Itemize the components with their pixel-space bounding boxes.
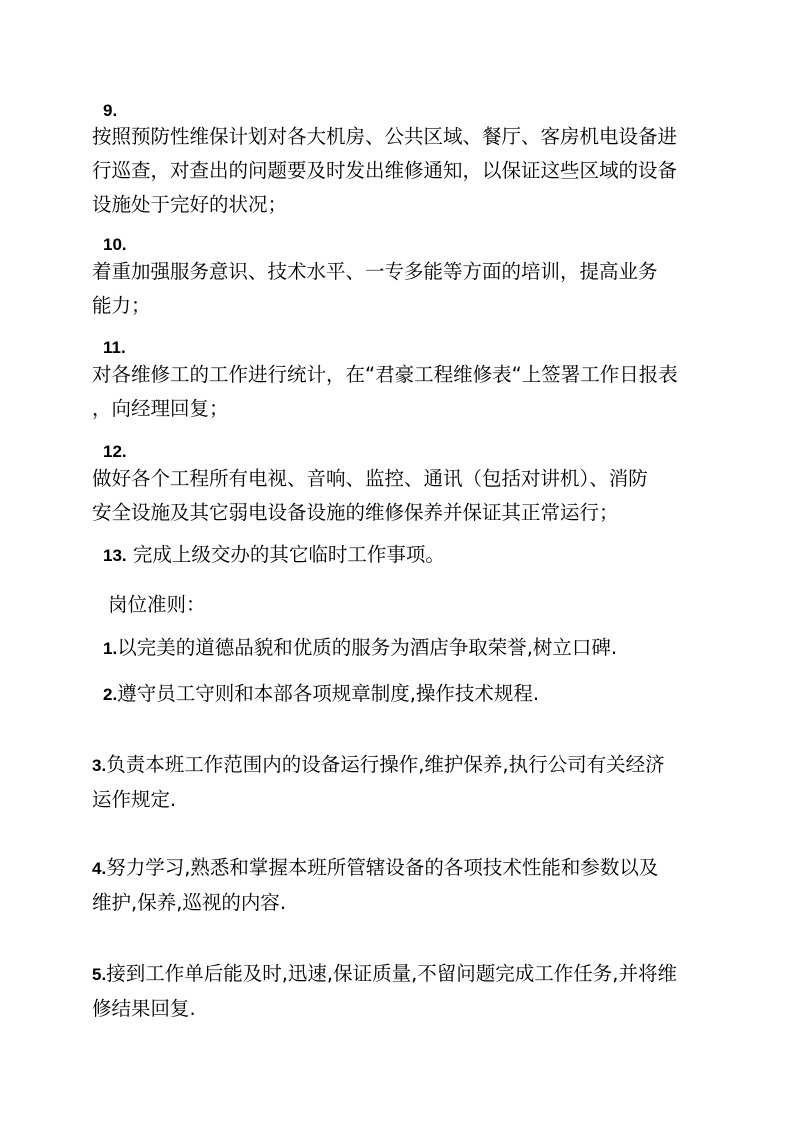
item-9-line-2: 行巡查，对查出的问题要及时发出维修通知，以保证这些区域的设备: [92, 159, 678, 182]
section-heading: 岗位准则：: [108, 593, 206, 616]
rule-2-line-1: 遵守员工守则和本部各项规章制度,操作技术规程.: [117, 682, 540, 705]
rule-3-line-1: 负责本班工作范围内的设备运行操作,维护保养,执行公司有关经济: [106, 753, 665, 776]
rule-3: [92, 748, 707, 817]
item-12-line-1: 做好各个工程所有电视、音响、监控、通讯（包括对讲机）、消防: [92, 467, 648, 490]
item-11-line-1: 对各维修工的工作进行统计，在“君豪工程维修表“上签署工作日报表: [92, 363, 678, 386]
item-13-number: 13.: [103, 546, 127, 565]
rule-4-line-2: 维护,保养,巡视的内容.: [92, 891, 287, 914]
item-12-line-2: 安全设施及其它弱电设备设施的维修保养并保证其正常运行；: [92, 501, 619, 524]
item-10-number: 10.: [103, 235, 127, 254]
item-12-text: [92, 462, 707, 530]
item-9-text: [92, 120, 707, 222]
rule-5-line-1: 接到工作单后能及时,迅速,保证质量,不留问题完成工作任务,并将维: [106, 962, 677, 985]
item-11-line-2: ，向经理回复；: [92, 397, 229, 420]
rule-5-line-2: 修结果回复.: [92, 997, 196, 1020]
rule-4: [92, 851, 707, 920]
rule-1-line-1: 以完美的道德品貌和优质的服务为酒店争取荣誉,树立口碑.: [117, 636, 618, 659]
rule-2-number: 2.: [103, 685, 118, 704]
item-11-number: 11.: [103, 338, 126, 357]
rule-4-number: 4.: [92, 859, 107, 878]
rule-5: [92, 957, 707, 1026]
item-13: [103, 538, 718, 573]
item-11-text: [92, 358, 707, 426]
item-9-line-1: 按照预防性维保计划对各大机房、公共区域、餐厅、客房机电设备进: [92, 125, 678, 148]
rule-3-number: 3.: [92, 756, 107, 775]
item-9-number: 9.: [103, 101, 118, 120]
rule-4-line-1: 努力学习,熟悉和掌握本班所管辖设备的各项技术性能和参数以及: [106, 856, 659, 879]
rule-2: [103, 677, 718, 712]
item-13-text: 完成上级交办的其它临时工作事项。: [126, 543, 445, 566]
rule-5-number: 5.: [92, 965, 107, 984]
item-10-text: [92, 255, 707, 323]
rule-1: [103, 631, 718, 666]
item-12-number: 12.: [103, 442, 127, 461]
rule-3-line-2: 运作规定.: [92, 788, 177, 811]
rule-1-number: 1.: [103, 639, 118, 658]
item-10-line-1: 着重加强服务意识、技术水平、一专多能等方面的培训，提高业务: [92, 260, 658, 283]
item-10-line-2: 能力；: [92, 294, 151, 317]
item-9-line-3: 设施处于完好的状况；: [92, 193, 288, 216]
